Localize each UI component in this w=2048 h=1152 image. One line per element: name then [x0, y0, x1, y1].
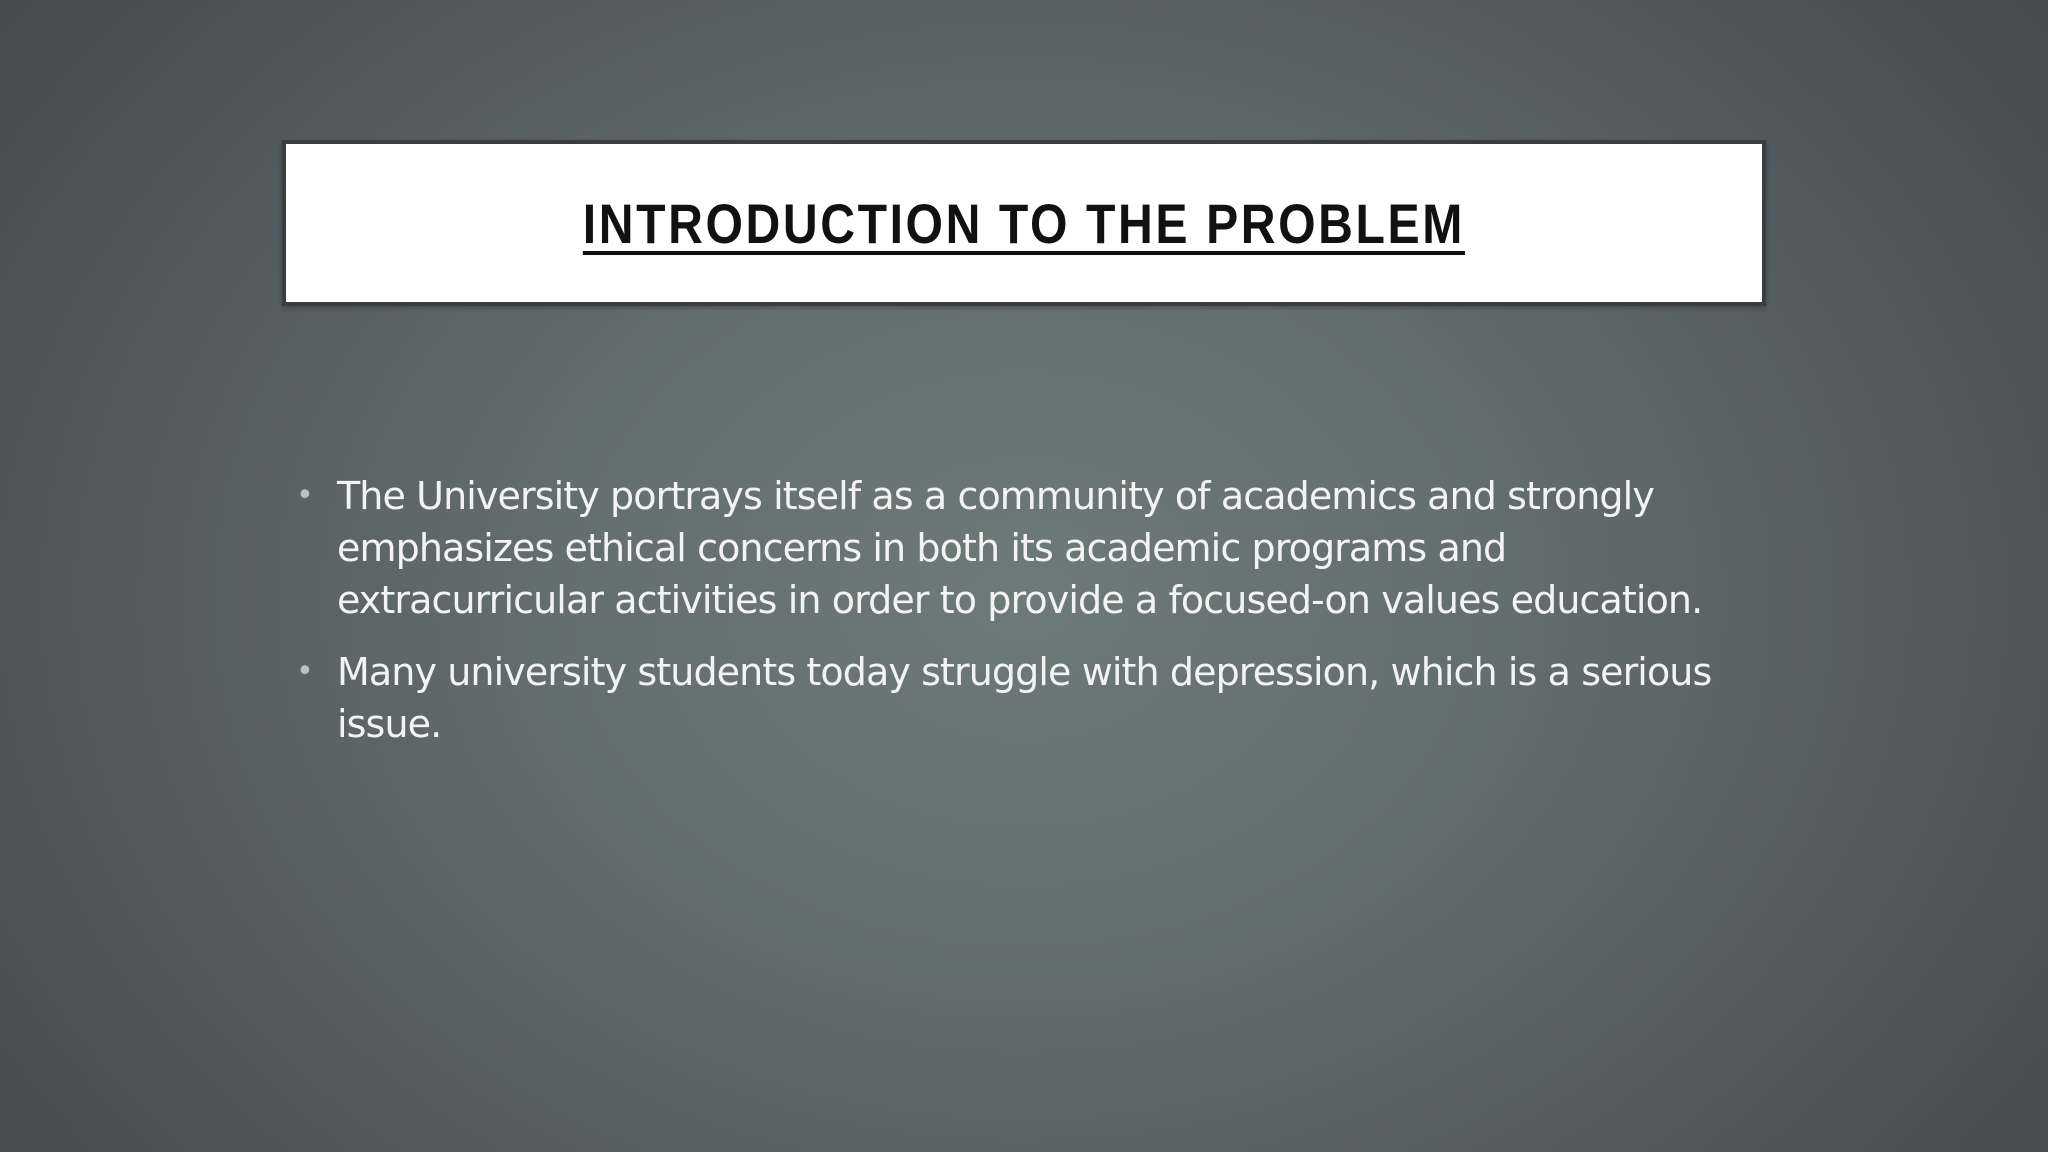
slide-title: INTRODUCTION TO THE PROBLEM [582, 191, 1466, 255]
bullet-marker: • [296, 654, 313, 689]
bullet-list [290, 470, 1770, 750]
bullet-marker: • [296, 478, 313, 513]
bullet-text: The University portrays itself as a community of academics and strongly emphasizes ethical concerns in both its academic programs and extracurricular activities in order to provide a focused-on values education. [337, 474, 1703, 622]
bullet-item [290, 470, 1770, 626]
bullet-text: Many university students today struggle with depression, which is a serious issue. [337, 650, 1712, 746]
title-box [282, 140, 1766, 306]
content-area [290, 470, 1770, 770]
bullet-item [290, 646, 1770, 750]
